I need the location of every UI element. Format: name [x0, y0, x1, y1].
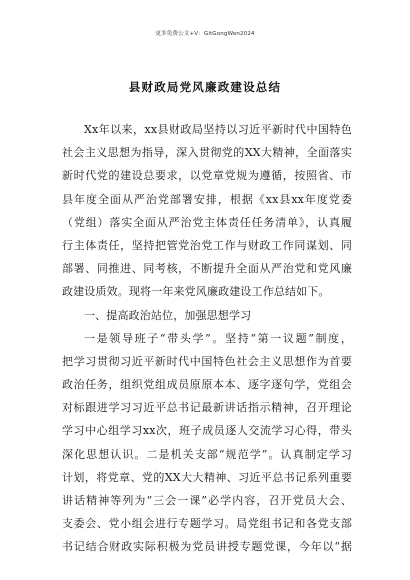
body-line: 学习中心组学习xx次，班子成员逐人交流学习心得，带头: [62, 424, 352, 438]
document-title: 县财政局党风廉政建设总结: [128, 80, 282, 94]
body-line: 行主体责任，坚持把管党治党工作与财政工作同谋划、同: [62, 238, 352, 252]
body-line: （党组）落实全面从严治党主体责任任务清单》，认真履: [62, 215, 352, 229]
body-line: 新时代党的建设总要求，以党章党规为遵循，按照省、市: [62, 169, 352, 183]
body-line: 书记结合财政实际积极为党员讲授专题党课，今年以“据: [62, 540, 352, 554]
body-line: 计划，将党章、党的XX大大精神、习近平总书记系列重要: [62, 470, 352, 484]
body-line: 一是领导班子“带头学”。坚持“第一议题”制度，: [84, 331, 352, 345]
body-line: 支委会、党小组会进行专题学习。局党组书记和各党支部: [62, 517, 352, 531]
body-line: 县年度全面从严治党部署安排，根据《xx县xx年度党委: [62, 192, 352, 206]
body-line: 社会主义思想为指导，深入贯彻党的XX大精神，全面落实: [62, 146, 352, 160]
body-line: 把学习贯彻习近平新时代中国特色社会主义思想作为首要: [62, 354, 352, 368]
section-heading: 一、提高政治站位，加强思想学习: [84, 308, 252, 322]
body-line: 政治任务，组织党组成员原原本本、逐字逐句学，党组会: [62, 378, 352, 392]
body-line: 部署、同推进、同考核，不断提升全面从严治党和党风廉: [62, 262, 352, 276]
body-line: Xx年以来，xx县财政局坚持以习近平新时代中国特色: [84, 123, 352, 136]
body-line: 讲话精神等列为“三会一课”必学内容，召开党员大会、: [62, 494, 352, 507]
body-line: 深化思想认识。二是机关支部“规范学”。认真制定学习: [62, 447, 352, 461]
document-body: [62, 118, 352, 559]
header-note: 更多免费公文+V：GitGongWen2024: [155, 31, 255, 37]
body-line: 对标跟进学习习近平总书记最新讲话指示精神，召开理论: [62, 401, 352, 415]
body-line: 政建设质效。现将一年来党风廉政建设工作总结如下。: [62, 285, 330, 299]
